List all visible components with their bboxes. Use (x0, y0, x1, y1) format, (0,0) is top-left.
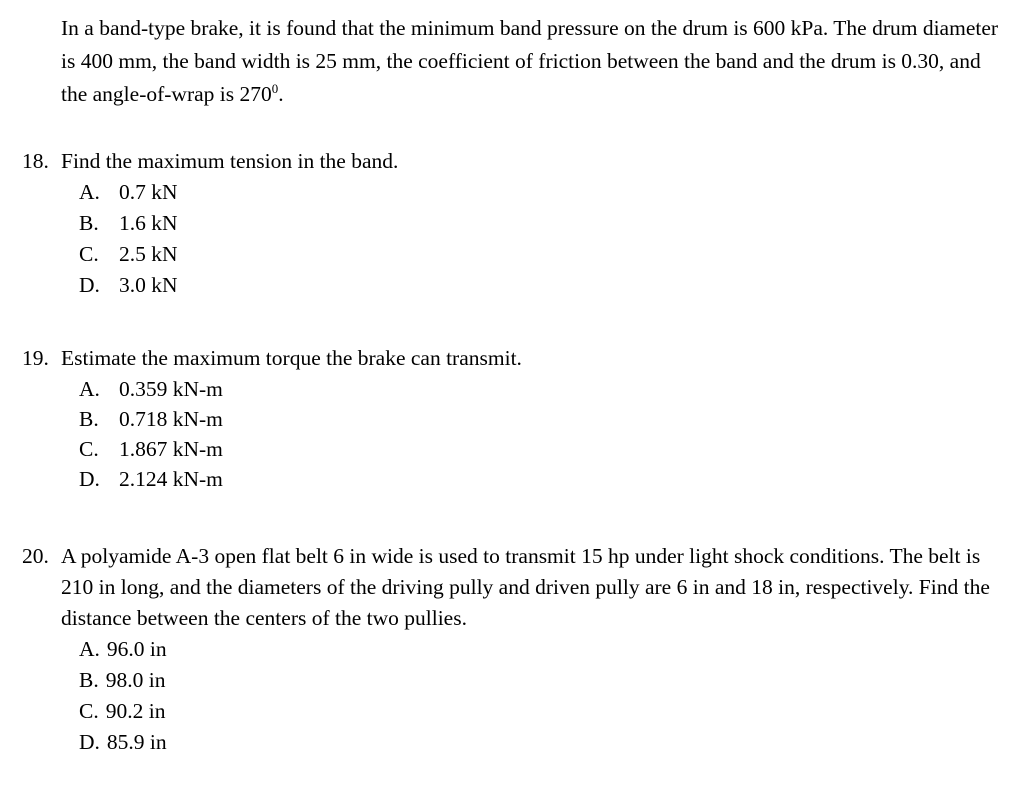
option-list (22, 177, 1012, 301)
option-d[interactable] (79, 727, 1012, 758)
question-19 (22, 343, 1012, 494)
option-b[interactable] (79, 404, 1012, 434)
option-text: 0.718 kN-m (119, 407, 223, 431)
degree-superscript: 0 (271, 81, 279, 96)
option-text: 98.0 in (105, 668, 166, 692)
question-stem (22, 343, 1012, 374)
option-c[interactable] (79, 696, 1012, 727)
option-b[interactable] (79, 665, 1012, 696)
option-text: 90.2 in (105, 699, 166, 723)
option-a[interactable] (79, 177, 1012, 208)
option-text: 2.5 kN (119, 242, 178, 266)
option-text: 0.7 kN (119, 180, 178, 204)
option-text: 0.359 kN-m (119, 377, 223, 401)
question-stem (22, 146, 1012, 177)
option-letter: B. (79, 211, 99, 235)
option-c[interactable] (79, 239, 1012, 270)
option-letter: C. (79, 699, 99, 723)
option-text: 1.867 kN-m (119, 437, 223, 461)
option-a[interactable] (79, 374, 1012, 404)
option-text: 1.6 kN (119, 211, 178, 235)
option-a[interactable] (79, 634, 1012, 665)
question-20 (22, 541, 1012, 758)
option-letter: A. (79, 637, 100, 661)
option-letter: A. (79, 377, 100, 401)
question-stem (22, 541, 1012, 634)
option-text: 96.0 in (106, 637, 167, 661)
option-c[interactable] (79, 434, 1012, 464)
option-d[interactable] (79, 464, 1012, 494)
option-letter: D. (79, 467, 100, 491)
option-list (22, 634, 1012, 758)
option-letter: B. (79, 668, 99, 692)
question-number: 20. (22, 544, 49, 568)
option-d[interactable] (79, 270, 1012, 301)
option-text: 3.0 kN (119, 273, 178, 297)
option-letter: B. (79, 407, 99, 431)
question-text: Estimate the maximum torque the brake can transmit. (61, 346, 522, 370)
option-text: 85.9 in (106, 730, 167, 754)
option-letter: C. (79, 242, 99, 266)
option-letter: D. (79, 273, 100, 297)
option-text: 2.124 kN-m (119, 467, 223, 491)
option-letter: D. (79, 730, 100, 754)
question-text: A polyamide A-3 open flat belt 6 in wide is used to transmit 15 hp under light shock conditions. The belt is 210 in long, and the diameters of the driving pully and driven pully are 6 in and 18 in, respectively. Find the distance between the centers of the two pullies. (61, 544, 990, 630)
option-letter: C. (79, 437, 99, 461)
question-text: Find the maximum tension in the band. (61, 149, 399, 173)
question-number: 19. (22, 346, 49, 370)
question-number: 18. (22, 149, 49, 173)
option-b[interactable] (79, 208, 1012, 239)
option-letter: A. (79, 180, 100, 204)
option-list (22, 374, 1012, 494)
intro-text: In a band-type brake, it is found that the minimum band pressure on the drum is 600 kPa. The drum diameter is 400 mm, the band width is 25 mm, the coefficient of friction between the band and the drum is 0.30, and the angle-of-wrap is 270 (61, 16, 999, 106)
question-18 (22, 146, 1012, 301)
intro-end: . (278, 82, 284, 106)
problem-intro (61, 12, 1011, 111)
